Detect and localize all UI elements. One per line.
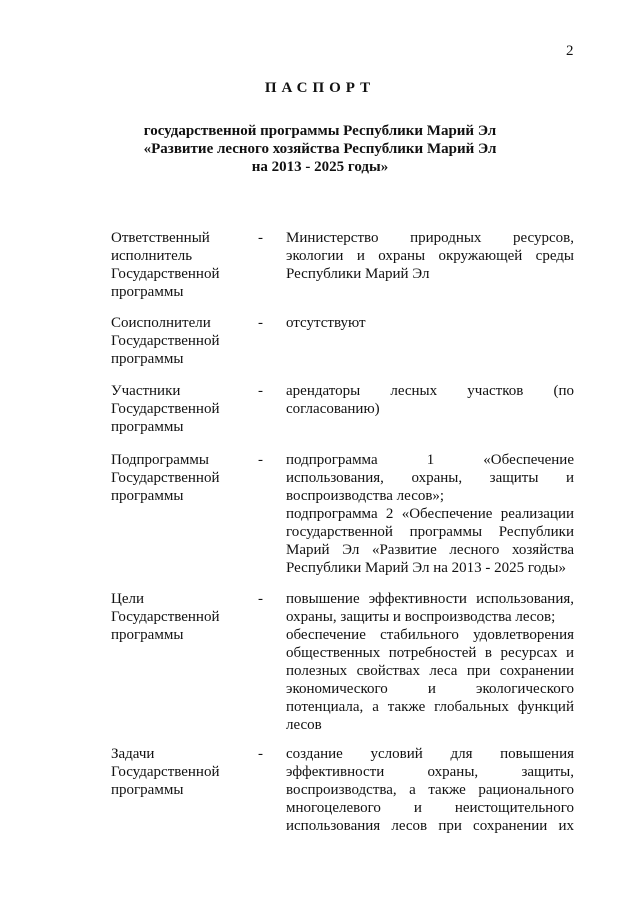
value-paragraph: повышение эффективности использования, охраны, защиты и воспроизводства лесов;	[286, 591, 574, 625]
document-title: ПАСПОРТ	[264, 80, 376, 96]
row-label	[111, 745, 246, 799]
row-value	[286, 451, 574, 577]
value-paragraph: подпрограмма 1 «Обеспечение использования, охраны, защиты и воспроизводства лесов»;	[286, 452, 574, 504]
row-value	[286, 314, 574, 332]
label-line: Задачи	[111, 746, 155, 762]
label-line: Подпрограммы	[111, 452, 209, 468]
label-line: программы	[111, 351, 184, 367]
row-dash: -	[258, 452, 263, 468]
row-value	[286, 590, 574, 734]
row-value	[286, 229, 574, 283]
label-line: Государственной	[111, 470, 220, 486]
row-label	[111, 314, 246, 368]
label-line: Ответственный	[111, 230, 210, 246]
label-line: Соисполнители	[111, 315, 211, 331]
row-label	[111, 382, 246, 436]
row-dash: -	[258, 591, 263, 607]
value-paragraph: подпрограмма 2 «Обеспечение реализации государственной программы Республики Марий Эл «Развитие лесного хозяйства Республики Марий Эл на 2013 - 2025 годы»	[286, 506, 574, 576]
label-line: программы	[111, 419, 184, 435]
label-line: Цели	[111, 591, 145, 607]
value-paragraph: отсутствуют	[286, 315, 366, 331]
row-dash: -	[258, 383, 263, 399]
row-dash: -	[258, 230, 263, 246]
value-paragraph: Министерство природных ресурсов, экологии и охраны окружающей среды Республики Марий Эл	[286, 230, 574, 282]
document-subtitle	[0, 122, 640, 176]
label-line: Государственной	[111, 401, 220, 417]
page-number: 2	[566, 43, 574, 59]
row-value	[286, 382, 574, 418]
label-line: программы	[111, 488, 184, 504]
value-paragraph: создание условий для повышения эффективности охраны, защиты, воспроизводства, а также рационального многоцелевого и неистощительного использования лесов при сохранении их	[286, 746, 574, 834]
value-paragraph: арендаторы лесных участков (по согласованию)	[286, 383, 574, 417]
row-label	[111, 590, 246, 644]
subtitle-line-2: «Развитие лесного хозяйства Республики Марий Эл	[143, 141, 497, 157]
label-line: Государственной	[111, 609, 220, 625]
label-line: программы	[111, 627, 184, 643]
value-paragraph: обеспечение стабильного удовлетворения общественных потребностей в ресурсах и полезных свойствах леса при сохранении экономического и экологического потенциала, а также глобальных функций лесов	[286, 627, 574, 733]
subtitle-line-1: государственной программы Республики Марий Эл	[143, 123, 497, 139]
label-line: программы	[111, 782, 184, 798]
label-line: Государственной	[111, 266, 220, 282]
label-line: Государственной	[111, 764, 220, 780]
row-dash: -	[258, 746, 263, 762]
label-line: программы	[111, 284, 184, 300]
row-label	[111, 229, 246, 301]
row-value	[286, 745, 574, 835]
label-line: исполнитель	[111, 248, 193, 264]
label-line: Государственной	[111, 333, 220, 349]
row-label	[111, 451, 246, 505]
label-line: Участники	[111, 383, 181, 399]
row-dash: -	[258, 315, 263, 331]
subtitle-line-3: на 2013 - 2025 годы»	[251, 159, 389, 175]
